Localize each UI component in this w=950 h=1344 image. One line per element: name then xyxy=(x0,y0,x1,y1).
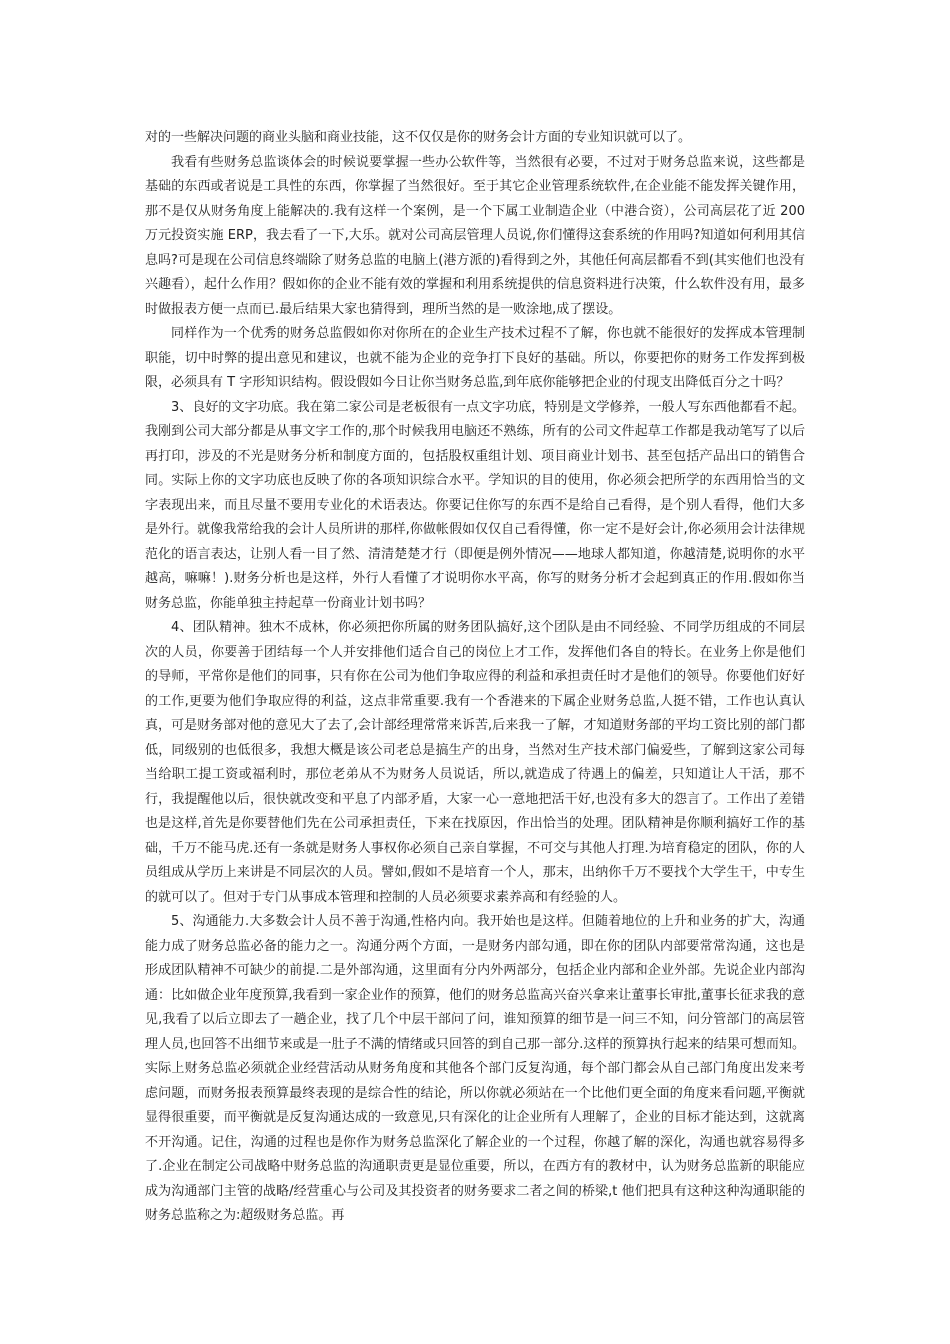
paragraph-2: 我看有些财务总监谈体会的时候说要掌握一些办公软件等，当然很有必要，不过对于财务总监来说，这些都是基础的东西或者说是工具性的东西，你掌握了当然很好。至于其它企业管理系统软件,在企业能不能发挥关键作用，那不是仅从财务角度上能解决的.我有这样一个案例，是一个下属工业制造企业（中港合资），公司高层花了近 200 万元投资实施 ERP，我去看了一下,大乐。就对公司高层管理人员说,你们懂得这套系统的作用吗?知道如何利用其信息吗?可是现在公司信息终端除了财务总监的电脑上(港方派的)看得到之外，其他任何高层都看不到(其实他们也没有兴趣看），起什么作用？假如你的企业不能有效的掌握和利用系统提供的信息资料进行决策，什么软件没有用，最多时做报表方便一点而已.最后结果大家也猜得到，理所当然的是一败涂地,成了摆设。 xyxy=(145,154,805,317)
paragraph-3: 同样作为一个优秀的财务总监假如你对你所在的企业生产技术过程不了解，你也就不能很好的发挥成本管理制职能，切中时弊的提出意见和建议，也就不能为企业的竞争打下良好的基础。所以，你要把你的财务工作发挥到极限，必须具有 T 字形知识结构。假设假如今日让你当财务总监,到年底你能够把企业的付现支出降低百分之十吗？ xyxy=(145,326,805,390)
paragraph-6: 5、沟通能力.大多数会计人员不善于沟通,性格内向。我开始也是这样。但随着地位的上升和业务的扩大，沟通能力成了财务总监必备的能力之一。沟通分两个方面，一是财务内部勾通，即在你的团队内部要常常沟通，这也是形成团队精神不可缺少的前提.二是外部沟通，这里面有分内外两部分，包括企业内部和企业外部。先说企业内部沟通：比如做企业年度预算,我看到一家企业作的预算，他们的财务总监高兴奋兴拿来让董事长审批,董事长征求我的意见,我看了以后立即去了一趟企业，找了几个中层干部问了问，谁知预算的细节是一问三不知，问分管部门的高层管理人员,也回答不出细节来或是一肚子不满的情绪或只回答的到自己那一部分.这样的预算执行起来的结果可想而知。实际上财务总监必须就企业经营活动从财务角度和其他各个部门反复沟通，每个部门都会从自己部门角度出发来考虑问题，而财务报表预算最终表现的是综合性的结论，所以你就必须站在一个比他们更全面的角度来看问题,平衡就显得很重要，而平衡就是反复沟通达成的一致意见,只有深化的让企业所有人理解了，企业的目标才能达到，这就离不开沟通。记住，沟通的过程也是你作为财务总监深化了解企业的一个过程，你越了解的深化，沟通也就容易得多了.企业在制定公司战略中财务总监的沟通职责更是显位重要，所以，在西方有的教材中，认为财务总监新的职能应成为沟通部门主管的战略/经营重心与公司及其投资者的财务要求二者之间的桥梁,t 他们把具有这种这种沟通职能的财务总监称之为:超级财务总监。再 xyxy=(145,914,805,1223)
paragraph-1: 对的一些解决问题的商业头脑和商业技能，这不仅仅是你的财务会计方面的专业知识就可以了。 xyxy=(145,130,692,145)
paragraph-5: 4、团队精神。独木不成林，你必须把你所属的财务团队搞好,这个团队是由不同经验、不同学历组成的不同层次的人员，你要善于团结每一个人并安排他们适合自己的岗位上才工作，发挥他们各自的特长。在业务上你是他们的导师，平常你是他们的同事，只有你在公司为他们争取应得的利益和承担责任时才是他们的领导。你要他们好好的工作,更要为他们争取应得的利益，这点非常重要.我有一个香港来的下属企业财务总监,人挺不错，工作也认真认真，可是财务部对他的意见大了去了,会计部经理常常来诉苦,后来我一了解，才知道财务部的平均工资比别的部门都低，同级别的也低很多，我想大概是该公司老总是搞生产的出身，当然对生产技术部门偏爱些，了解到这家公司每当给职工提工资或福利时，那位老弟从不为财务人员说话，所以,就造成了待遇上的偏差，只知道让人干活，那不行，我提醒他以后，很快就改变和平息了内部矛盾，大家一心一意地把活干好,也没有多大的怨言了。工作出了差错也是这样,首先是你要替他们先在公司承担责任，下来在找原因，作出恰当的处理。团队精神是你顺利搞好工作的基础，千万不能马虎.还有一条就是财务人事权你必须自己亲自掌握，不可交与其他人打理.为培育稳定的团队，你的人员组成从学历上来讲是不同层次的人员。譬如,假如不是培育一个人，那末，出纳你千万不要找个大学生干，中专生的就可以了。但对于专门从事成本管理和控制的人员必须要求素养高和有经验的人。 xyxy=(145,620,805,905)
document-body xyxy=(145,126,805,1229)
paragraph-4: 3、良好的文字功底。我在第二家公司是老板很有一点文字功底，特别是文学修养，一般人写东西他都看不起。我刚到公司大部分都是从事文字工作的,那个时候我用电脑还不熟练，所有的公司文件起草工作都是我动笔写了以后再打印，涉及的不光是财务分析和制度方面的，包括股权重组计划、项目商业计划书、甚至包括产品出口的销售合同。实际上你的文字功底也反映了你的各项知识综合水平。学知识的目的使用，你必须会把所学的东西用恰当的文字表现出来，而且尽量不要用专业化的术语表达。你要记住你写的东西不是给自己看得，是个别人看得，他们大多是外行。就像我常给我的会计人员所讲的那样,你做帐假如仅仅自己看得懂，你一定不是好会计,你必须用会计法律规范化的语言表达，让别人看一目了然、清清楚楚才行（即便是例外情况——地球人都知道，你越清楚,说明你的水平越高，嘛嘛！).财务分析也是这样，外行人看懂了才说明你水平高，你写的财务分析才会起到真正的作用.假如你当财务总监，你能单独主持起草一份商业计划书吗？ xyxy=(145,399,805,611)
